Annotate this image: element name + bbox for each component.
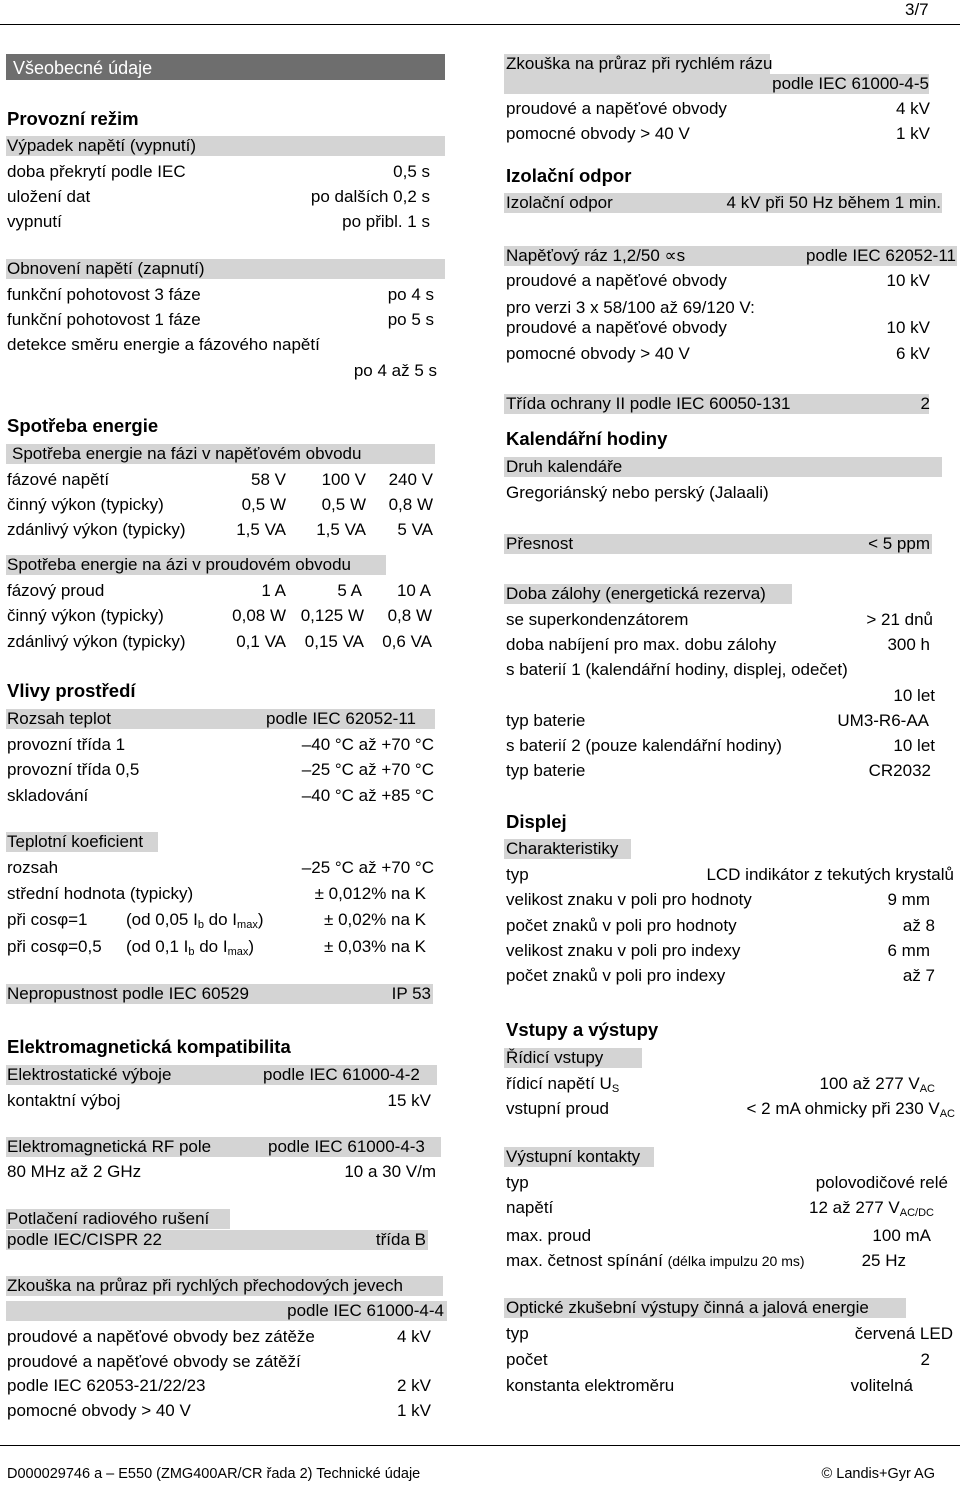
top-rule	[0, 24, 960, 25]
environment-title: Vlivy prostředí	[7, 680, 136, 701]
row-label: činný výkon (typicky)	[7, 495, 164, 514]
row-value: 12 až 277 $V_{AC/DC}$	[809, 1198, 934, 1219]
row-label: kontaktní výboj	[7, 1091, 121, 1110]
radio-label: Potlačení radiového rušení	[7, 1209, 210, 1228]
row-value: 100 až 277 $V_{AC}$	[819, 1074, 935, 1095]
footer-rule	[0, 1445, 960, 1446]
row-value: > 21 dnů	[866, 610, 933, 629]
surge-header: Zkouška na průraz při rychlém rázu	[506, 54, 773, 73]
row-label: max. četnost spínání (délka impulzu 20 ms)	[506, 1251, 805, 1270]
row-value: 10 let	[893, 686, 935, 705]
row-value: 2 kV	[396, 1376, 431, 1395]
row-label: zdánlivý výkon (typicky)	[7, 520, 186, 539]
row-label: s baterií 2 (pouze kalendářní hodiny)	[506, 736, 782, 755]
row-label: podle IEC 62053-21/22/23	[7, 1376, 206, 1395]
cell: 5 A	[337, 581, 362, 600]
row-label: detekce směru energie a fázového napětí	[7, 335, 320, 354]
insulation-label: Izolační odpor	[506, 193, 613, 212]
row-label: počet znaků v poli pro hodnoty	[506, 916, 737, 935]
emc-title: Elektromagnetická kompatibilita	[7, 1036, 291, 1057]
cell: 58 V	[251, 470, 286, 489]
row-value: po přibl. 1 s	[342, 212, 430, 231]
clock-title: Kalendářní hodiny	[506, 428, 668, 449]
row-label: s baterií 1 (kalendářní hodiny, displej, odečet)	[506, 660, 848, 679]
cell: 0,08 W	[232, 606, 286, 625]
row-value: CR2032	[868, 761, 931, 780]
row-value: 4 kV	[396, 1327, 431, 1346]
row-label: počet	[506, 1350, 548, 1369]
row-label: pro verzi 3 x 58/100 až 69/120 V:	[506, 298, 755, 317]
row-value: –25 °C až +70 °C	[301, 760, 434, 779]
row-label: velikost znaku v poli pro indexy	[506, 941, 741, 960]
surge-standard: podle IEC 61000-4-5	[772, 74, 929, 93]
burst-standard: podle IEC 61000-4-4	[287, 1301, 444, 1320]
impulse-header: Napěťový ráz 1,2/50 ∝s	[506, 246, 686, 265]
recovery-subheader: Obnovení napětí (zapnutí)	[7, 259, 205, 278]
power-consumption-title: Spotřeba energie	[7, 415, 159, 436]
row-label: proudové a napěťové obvody	[506, 318, 727, 337]
calendar-type-header: Druh kalendáře	[506, 457, 623, 476]
row-label: vstupní proud	[506, 1099, 610, 1118]
row-label: fázový proud	[7, 581, 105, 600]
cell: 10 A	[396, 581, 431, 600]
temp-range-standard: podle IEC 62052-11	[266, 709, 416, 728]
condition-text: (od 0,1 $I_b$ do $I_{max}$)	[126, 937, 255, 958]
cell: 0,8 W	[388, 495, 433, 514]
row-label: konstanta elektroměru	[506, 1376, 675, 1395]
insulation-value: 4 kV při 50 Hz během 1 min.	[726, 193, 941, 212]
row-value: 1 kV	[396, 1401, 431, 1420]
ip-label: Nepropustnost podle IEC 60529	[7, 984, 249, 1003]
row-value: 6 kV	[895, 344, 930, 363]
row-value: –40 °C až +85 °C	[301, 786, 434, 805]
radio-value: třída B	[375, 1230, 426, 1249]
operating-mode-title: Provozní režim	[7, 108, 139, 129]
temp-range-label: Rozsah teplot	[7, 709, 111, 728]
row-label: funkční pohotovost 3 fáze	[7, 285, 201, 304]
cell: 0,15 VA	[304, 632, 364, 651]
cell: 0,5 W	[241, 495, 286, 514]
row-label: pomocné obvody > 40 V	[506, 124, 690, 143]
row-value: 9 mm	[887, 890, 930, 909]
radio-label-2: podle IEC/CISPR 22	[7, 1230, 162, 1249]
row-value: po 4 s	[387, 285, 434, 304]
accuracy-value: < 5 ppm	[868, 534, 930, 553]
row-value: polovodičové relé	[815, 1173, 948, 1192]
impulse-standard: podle IEC 62052-11	[806, 246, 956, 265]
cell: 0,125 W	[300, 606, 364, 625]
cell: 0,8 W	[387, 606, 432, 625]
outage-subheader: Výpadek napětí (vypnutí)	[7, 136, 197, 155]
row-value: 300 h	[887, 635, 930, 654]
output-contacts-header: Výstupní kontakty	[506, 1147, 641, 1166]
row-label: zdánlivý výkon (typicky)	[7, 632, 186, 651]
row-value: červená LED	[854, 1324, 953, 1343]
esd-label: Elektrostatické výboje	[7, 1065, 172, 1084]
row-value: 2	[920, 1350, 930, 1369]
row-label: střední hodnota (typicky)	[7, 884, 194, 903]
row-label: provozní třída 1	[7, 735, 126, 754]
page-number: 3/7	[905, 0, 929, 19]
row-label: funkční pohotovost 1 fáze	[7, 310, 201, 329]
row-value: volitelná	[850, 1376, 913, 1395]
row-value: ± 0,03% na K	[324, 937, 426, 956]
control-inputs-header: Řídicí vstupy	[506, 1048, 604, 1067]
esd-standard: podle IEC 61000-4-2	[263, 1065, 420, 1084]
insulation-title: Izolační odpor	[506, 165, 632, 186]
row-value: 100 mA	[872, 1226, 931, 1245]
row-value: 6 mm	[887, 941, 930, 960]
row-label: proudové a napěťové obvody	[506, 99, 727, 118]
general-header: Všeobecné údaje	[13, 58, 153, 78]
row-label: rozsah	[7, 858, 59, 877]
condition-text: (od 0,05 $I_b$ do $I_{max}$)	[126, 910, 264, 931]
row-label: typ	[506, 1324, 529, 1343]
row-value: 0,5 s	[393, 162, 430, 181]
row-value: 10 kV	[886, 271, 930, 290]
row-label: provozní třída 0,5	[7, 760, 140, 779]
row-label: pomocné obvody > 40 V	[7, 1401, 191, 1420]
rf-standard: podle IEC 61000-4-3	[268, 1137, 425, 1156]
row-label: typ baterie	[506, 761, 586, 780]
row-value: po 5 s	[387, 310, 434, 329]
ip-value: IP 53	[391, 984, 431, 1003]
row-value: ± 0,02% na K	[324, 910, 426, 929]
row-value: 10 let	[893, 736, 935, 755]
row-label: velikost znaku v poli pro hodnoty	[506, 890, 752, 909]
display-header: Charakteristiky	[506, 839, 619, 858]
row-value: po 4 až 5 s	[353, 361, 437, 380]
row-value: –25 °C až +70 °C	[301, 858, 434, 877]
row-value: 1 kV	[895, 124, 930, 143]
row-value: 10 kV	[886, 318, 930, 337]
row-value: až 7	[902, 966, 935, 985]
row-label: proudové a napěťové obvody bez zátěže	[7, 1327, 315, 1346]
row-value: 10 a 30 V/m	[344, 1162, 436, 1181]
row-label: doba nabíjení pro max. dobu zálohy	[506, 635, 777, 654]
row-value: < 2 mA ohmicky při 230 $V_{AC}$	[746, 1099, 955, 1120]
cell: 240 V	[388, 470, 433, 489]
cell: 0,5 W	[321, 495, 366, 514]
row-value: LCD indikátor z tekutých krystalů	[706, 865, 954, 884]
cell: 0,6 VA	[382, 632, 432, 651]
row-label: při cosφ=0,5	[7, 937, 102, 956]
row-value: až 8	[902, 916, 935, 935]
row-value: ± 0,012% na K	[314, 884, 426, 903]
footer-doc: D000029746 a – E550 (ZMG400AR/CR řada 2) Technické údaje	[7, 1466, 421, 1482]
row-label: uložení dat	[7, 187, 91, 206]
footer-copyright: © Landis+Gyr AG	[821, 1466, 935, 1482]
cell: 1,5 VA	[316, 520, 366, 539]
temp-coefficient-header: Teplotní koeficient	[7, 832, 144, 851]
voltage-circuit-header: Spotřeba energie na fázi v napěťovém obvodu	[12, 444, 362, 463]
accuracy-label: Přesnost	[506, 534, 574, 553]
row-label: skladování	[7, 786, 89, 805]
row-label: proudové a napěťové obvody	[506, 271, 727, 290]
row-value: 25 Hz	[861, 1251, 906, 1270]
protection-class-value: 2	[920, 394, 930, 413]
row-label: 80 MHz až 2 GHz	[7, 1162, 142, 1181]
row-value: UM3-R6-AA	[837, 711, 929, 730]
row-label: se superkondenzátorem	[506, 610, 689, 629]
row-value: 4 kV	[895, 99, 930, 118]
cell: 1,5 VA	[236, 520, 286, 539]
row-label: typ	[506, 865, 529, 884]
row-label: napětí	[506, 1198, 554, 1217]
row-value: po dalších 0,2 s	[310, 187, 430, 206]
io-title: Vstupy a výstupy	[506, 1019, 659, 1040]
cell: 5 VA	[397, 520, 433, 539]
display-title: Displej	[506, 811, 567, 832]
row-value: –40 °C až +70 °C	[301, 735, 434, 754]
protection-class-label: Třída ochrany II podle IEC 60050-131	[506, 394, 791, 413]
row-label: proudové a napěťové obvody se zátěží	[7, 1352, 301, 1371]
row-label: počet znaků v poli pro indexy	[506, 966, 726, 985]
row-label: typ	[506, 1173, 529, 1192]
current-circuit-header: Spotřeba energie na ázi v proudovém obvodu	[7, 555, 352, 574]
row-label: pomocné obvody > 40 V	[506, 344, 690, 363]
rf-label: Elektromagnetická RF pole	[7, 1137, 212, 1156]
optical-outputs-header: Optické zkušební výstupy činná a jalová energie	[506, 1298, 869, 1317]
burst-label: Zkouška na průraz při rychlých přechodových jevech	[7, 1276, 403, 1295]
cell: 100 V	[321, 470, 366, 489]
calendar-type-value: Gregoriánský nebo perský (Jalaali)	[506, 483, 769, 502]
row-label: řídicí napětí $U_S$	[506, 1074, 620, 1095]
row-label: vypnutí	[7, 212, 62, 231]
row-label: typ baterie	[506, 711, 586, 730]
backup-header: Doba zálohy (energetická rezerva)	[506, 584, 766, 603]
row-label: při cosφ=1	[7, 910, 88, 929]
cell: 0,1 VA	[236, 632, 286, 651]
row-value: 15 kV	[387, 1091, 431, 1110]
cell: 1 A	[261, 581, 286, 600]
row-label: fázové napětí	[7, 470, 110, 489]
row-label: max. proud	[506, 1226, 592, 1245]
row-label: doba překrytí podle IEC	[7, 162, 186, 181]
row-label: činný výkon (typicky)	[7, 606, 164, 625]
